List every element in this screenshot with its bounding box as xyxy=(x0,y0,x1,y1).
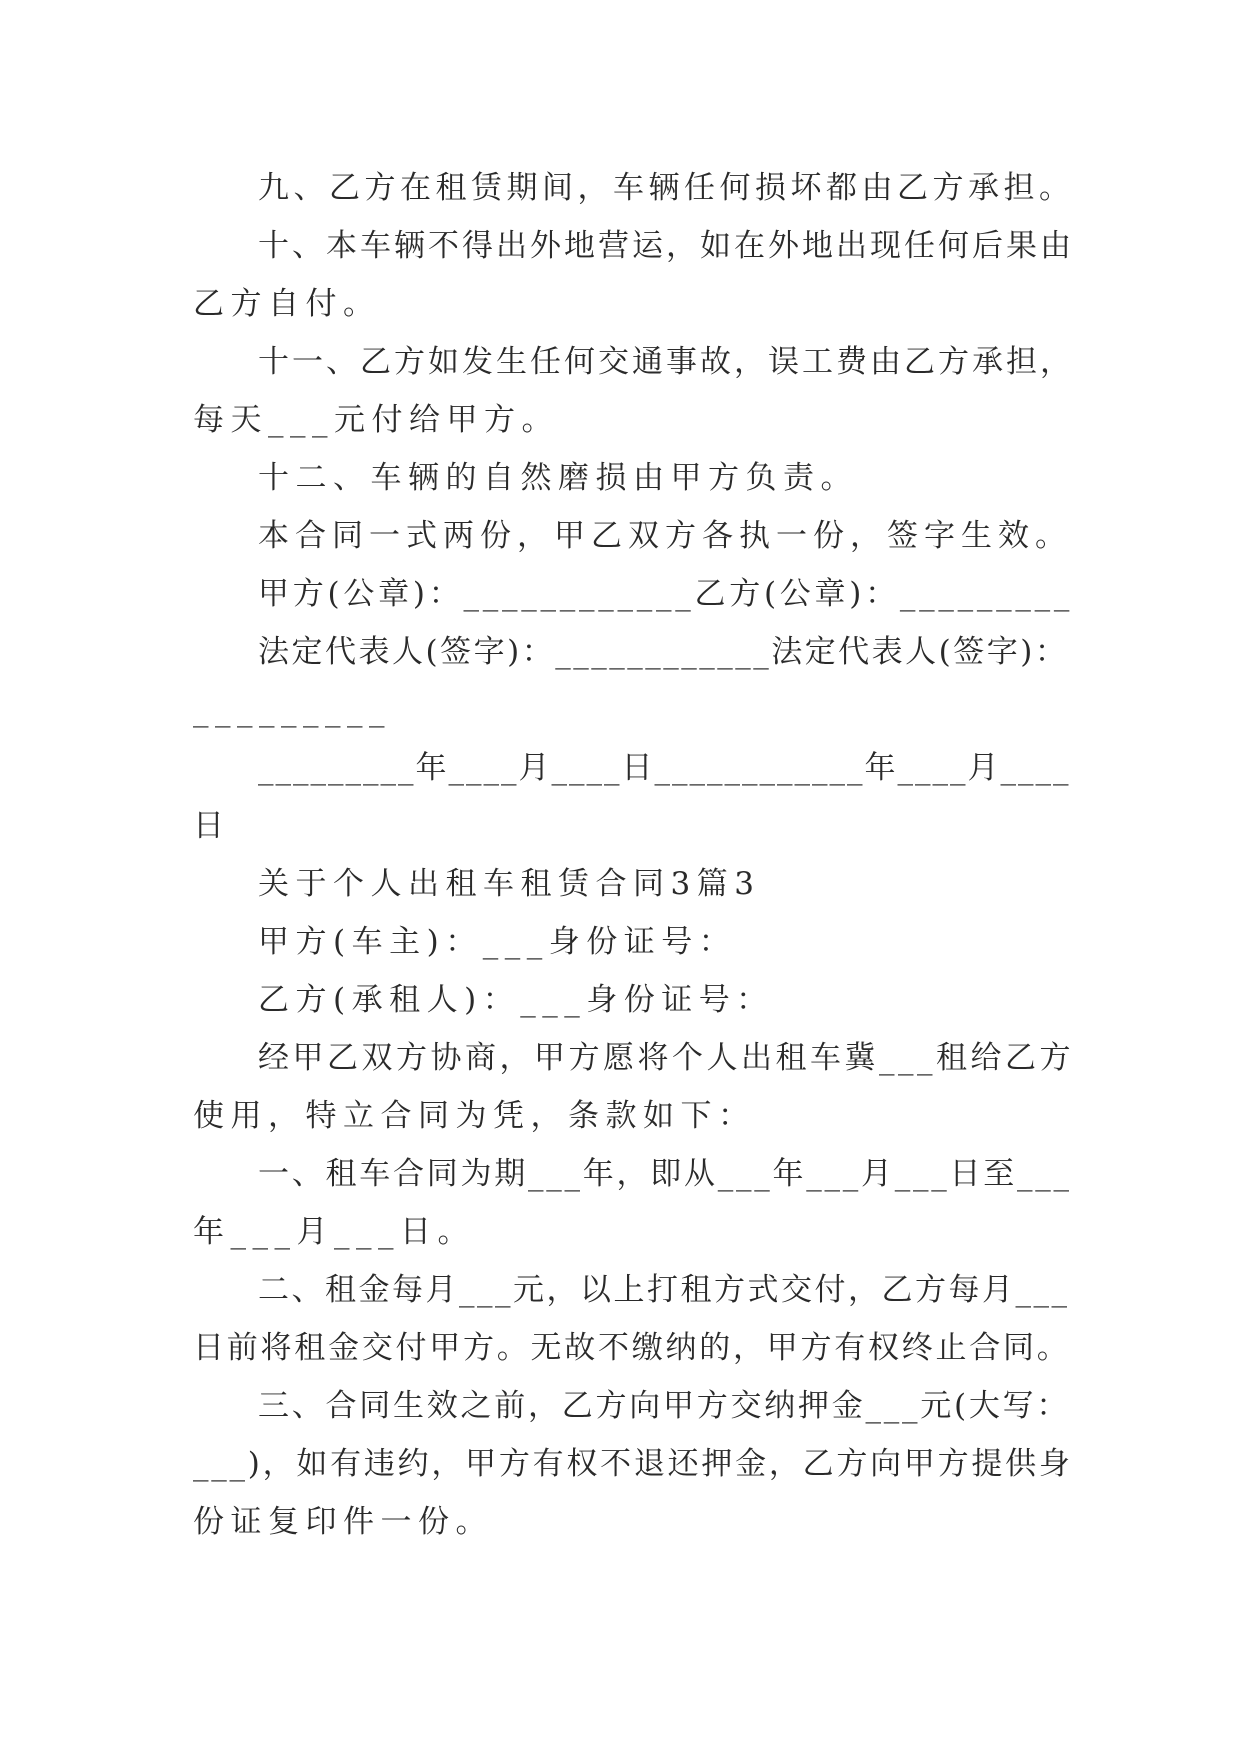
clause-12-line: 十二、车辆的自然磨损由甲方负责。 xyxy=(258,460,858,496)
signature-line-2: _________ xyxy=(193,692,391,728)
seal-line: 甲方(公章)：____________乙方(公章)：_________ xyxy=(258,576,1074,612)
section-title: 关于个人出租车租赁合同3篇3 xyxy=(258,866,761,902)
clause-11-line-2: 每天___元付给甲方。 xyxy=(193,402,559,438)
clause-1-line-2: 年___月___日。 xyxy=(193,1214,475,1250)
clause-11-line-1: 十一、乙方如发生任何交通事故，误工费由乙方承担， xyxy=(258,344,1074,380)
copies-statement: 本合同一式两份，甲乙双方各执一份，签字生效。 xyxy=(258,518,1072,554)
preamble-line-2: 使用，特立合同为凭，条款如下： xyxy=(193,1098,756,1134)
date-line-1: _________年____月____日____________年____月____ xyxy=(258,750,1071,786)
clause-3-line-1: 三、合同生效之前，乙方向甲方交纳押金___元(大写： xyxy=(258,1388,1071,1424)
signature-line-1: 法定代表人(签字)：____________法定代表人(签字)： xyxy=(258,634,1069,670)
clause-3-line-2: ___)，如有违约，甲方有权不退还押金，乙方向甲方提供身 xyxy=(193,1446,1073,1482)
clause-2-line-1: 二、租金每月___元，以上打租方式交付，乙方每月___ xyxy=(258,1272,1070,1308)
clause-3-line-3: 份证复印件一份。 xyxy=(193,1504,493,1540)
party-b-line: 乙方(承租人)：___身份证号： xyxy=(258,982,774,1018)
party-a-line: 甲方(车主)：___身份证号： xyxy=(258,924,737,960)
clause-10-line-2: 乙方自付。 xyxy=(193,286,381,322)
clause-9-line: 九、乙方在租赁期间，车辆任何损坏都由乙方承担。 xyxy=(258,170,1075,206)
clause-2-line-2: 日前将租金交付甲方。无故不缴纳的，甲方有权终止合同。 xyxy=(193,1330,1071,1366)
date-line-2: 日 xyxy=(193,808,231,844)
clause-10-line-1: 十、本车辆不得出外地营运，如在外地出现任何后果由 xyxy=(258,228,1074,264)
clause-1-line-1: 一、租车合同为期___年，即从___年___月___日至___ xyxy=(258,1156,1072,1192)
preamble-line-1: 经甲乙双方协商，甲方愿将个人出租车冀___租给乙方 xyxy=(258,1040,1074,1076)
